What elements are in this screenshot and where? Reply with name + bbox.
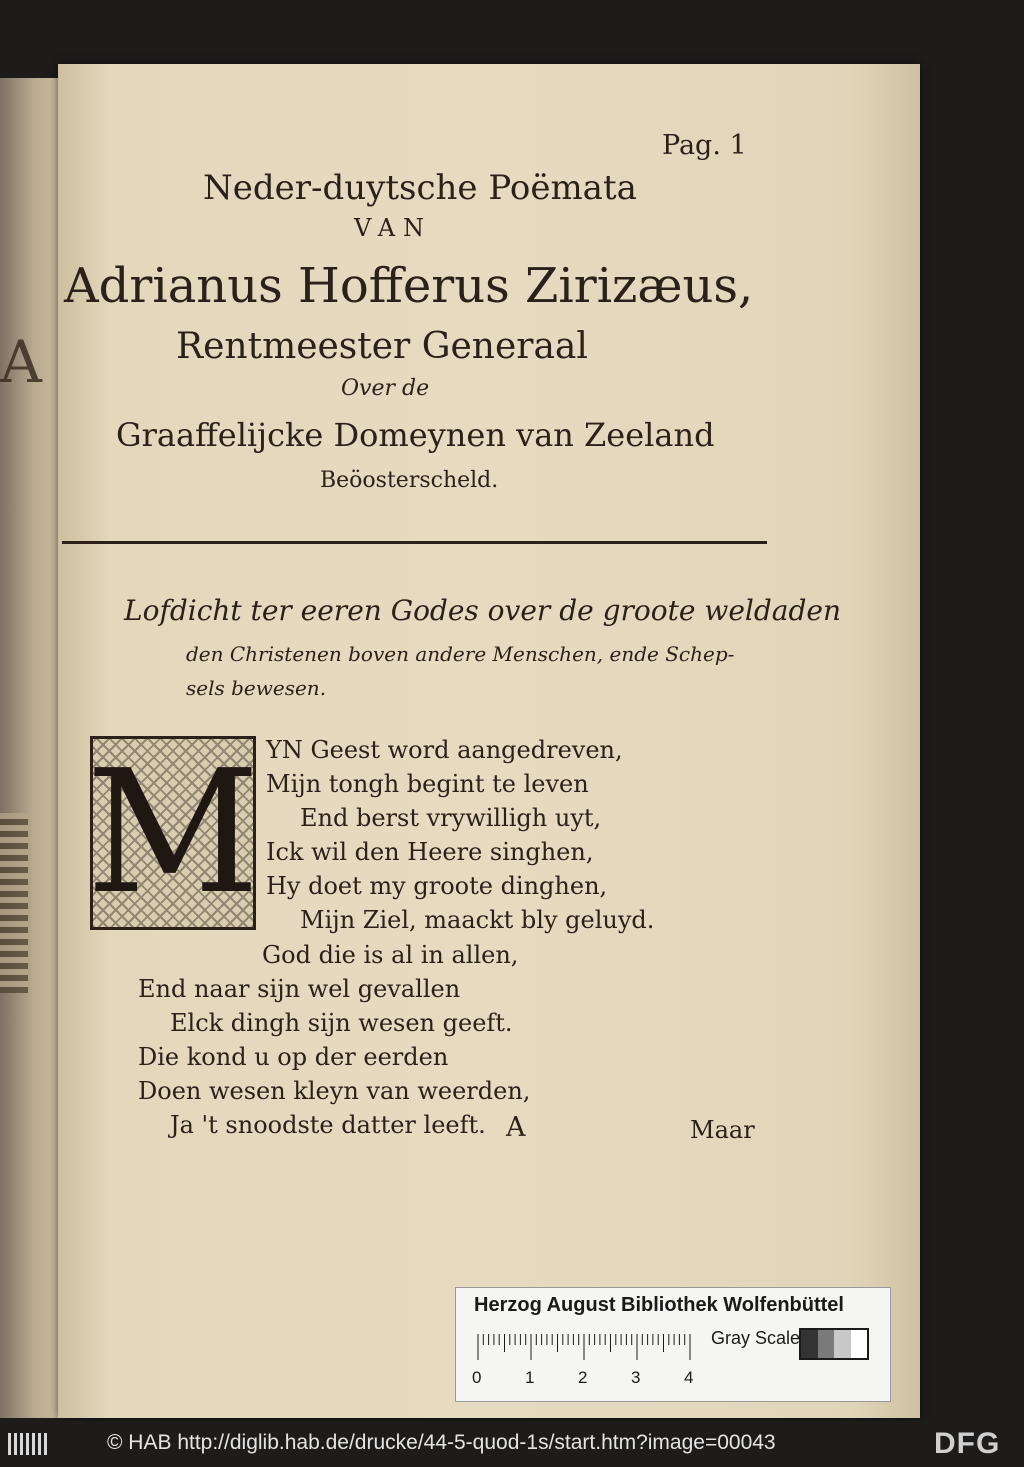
catchword: Maar [690,1116,755,1144]
verse-line: YN Geest word aangedreven, [266,736,623,764]
verse-line: Hy doet my groote dinghen, [266,872,608,900]
gray-swatch [834,1330,851,1358]
footer-bar [0,1421,1024,1467]
verse-line: Elck dingh sijn wesen geeft. [170,1009,513,1037]
library-name: Herzog August Bibliothek Wolfenbüttel [474,1294,844,1316]
poem-heading-1: Lofdicht ter eeren Godes over de groote weldaden [124,594,841,627]
page-number: Pag. 1 [662,130,747,161]
verse-line: End berst vrywilligh uyt, [300,804,602,832]
verse-line: Mijn Ziel, maackt bly geluyd. [300,906,655,934]
initial-letter: M [85,734,261,932]
poem-heading-2: den Christenen boven andere Menschen, ende Schep- [186,642,735,666]
gray-swatch [801,1330,818,1358]
title-line-5: Over de [341,376,430,401]
gray-scale-label: Gray Scale [711,1328,801,1348]
footer-credit[interactable]: © HAB http://diglib.hab.de/drucke/44-5-quod-1s/start.htm?image=00043 [107,1431,776,1454]
verse-line: Mijn tongh begint te leven [266,770,589,798]
title-line-4: Rentmeester Generaal [176,326,588,367]
title-line-1: Neder-duytsche Poëmata [203,168,637,208]
verse-line: Die kond u op der eerden [138,1043,449,1071]
gray-swatch [851,1330,868,1358]
dfg-logo: DFG [934,1427,1001,1460]
title-line-2: VAN [354,214,433,242]
poem-heading-3: sels bewesen. [186,676,327,700]
title-line-7: Beöosterscheld. [320,468,499,493]
gray-swatch [818,1330,835,1358]
previous-page-ornament [0,813,28,993]
hab-logo-icon [8,1433,50,1455]
title-line-6: Graaffelijcke Domeynen van Zeeland [116,416,715,454]
decorated-initial [85,734,261,932]
verse-line: God die is al in allen, [262,941,519,969]
book-page [58,64,920,1418]
ruler-number: 0 [472,1368,482,1387]
ruler-number: 2 [578,1368,588,1387]
verse-line: Doen wesen kleyn van weerden, [138,1077,531,1105]
verse-line: Ja 't snoodste datter leeft. [170,1111,486,1139]
previous-page-letter: A [0,328,42,396]
ruler-number: 1 [525,1368,535,1387]
horizontal-rule [62,541,767,544]
verse-line: Ick wil den Heere singhen, [266,838,594,866]
previous-page-edge [0,78,60,1418]
ruler-number: 3 [631,1368,641,1387]
title-line-3: Adrianus Hofferus Zirizæus, [64,258,754,314]
ruler-scale [476,1334,694,1360]
library-label [455,1287,891,1402]
ruler-number: 4 [684,1368,694,1387]
gray-scale-swatches [799,1328,869,1360]
verse-line: End naar sijn wel gevallen [138,975,461,1003]
signature-mark: A [506,1112,526,1143]
